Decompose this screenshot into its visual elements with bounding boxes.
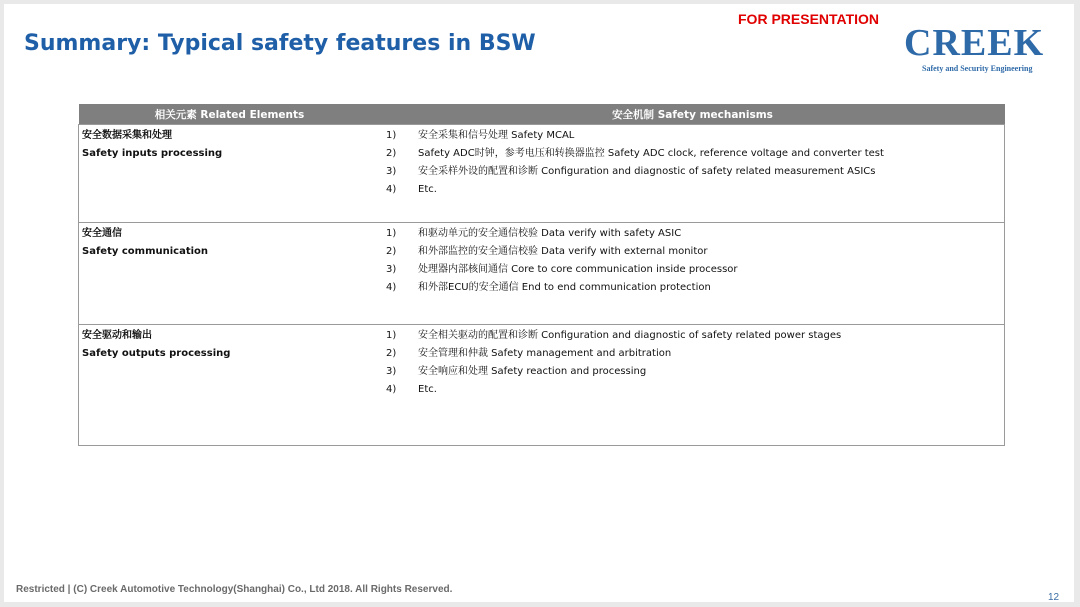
element-name-cn: 安全驱动和输出	[82, 330, 152, 341]
mechanism-number: 1)	[386, 228, 397, 239]
mechanism-text: 安全相关驱动的配置和诊断 Configuration and diagnostic of safety related power stages	[418, 330, 842, 341]
mechanism-number: 1)	[386, 330, 397, 341]
mechanism-text: Safety ADC时钟，参考电压和转换器监控 Safety ADC clock, reference voltage and converter test	[418, 148, 884, 159]
element-name-en: Safety communication	[82, 246, 209, 257]
mechanism-number: 4)	[386, 384, 397, 395]
header-related-elements: 相关元素 Related Elements	[79, 104, 381, 125]
mechanism-item	[82, 163, 1001, 181]
table-cell	[79, 223, 1005, 325]
element-name-en: Safety outputs processing	[82, 348, 231, 359]
header-safety-mechanisms: 安全机制 Safety mechanisms	[381, 104, 1005, 125]
mechanism-item	[82, 279, 1001, 297]
mechanism-text: 安全采样外设的配置和诊断 Configuration and diagnostic of safety related measurement ASICs	[418, 166, 876, 177]
table-cell	[79, 125, 1005, 223]
mechanism-item	[82, 261, 1001, 279]
page-number: 12	[1048, 592, 1060, 603]
mechanism-number: 4)	[386, 282, 397, 293]
slide-title: Summary: Typical safety features in BSW	[24, 31, 536, 56]
element-name-cn: 安全数据采集和处理	[82, 130, 172, 141]
table-cell	[79, 325, 1005, 446]
table-row	[79, 325, 1005, 446]
mechanism-item	[82, 363, 1001, 381]
creek-logo	[904, 24, 1052, 73]
mechanism-number: 3)	[386, 264, 397, 275]
mechanism-number: 2)	[386, 348, 397, 359]
logo-tagline: Safety and Security Engineering	[922, 64, 1033, 73]
presentation-tag: FOR PRESENTATION	[738, 11, 880, 27]
table-row	[79, 223, 1005, 325]
element-name-cn: 安全通信	[82, 228, 122, 239]
mechanism-item	[82, 243, 1001, 261]
mechanism-text: 和驱动单元的安全通信校验 Data verify with safety ASIC	[418, 228, 682, 239]
element-name-en: Safety inputs processing	[82, 148, 223, 159]
safety-features-table	[78, 104, 1005, 446]
mechanism-number: 3)	[386, 166, 397, 177]
mechanism-text: 处理器内部核间通信 Core to core communication inside processor	[418, 264, 738, 275]
mechanism-text: Etc.	[418, 384, 437, 395]
mechanism-number: 2)	[386, 148, 397, 159]
mechanism-item	[82, 225, 1001, 243]
mechanism-number: 4)	[386, 184, 397, 195]
mechanism-text: 和外部ECU的安全通信 End to end communication protection	[418, 282, 711, 293]
mechanism-number: 1)	[386, 130, 397, 141]
logo-wordmark: CREEK	[904, 22, 1045, 64]
mechanism-text: 安全采集和信号处理 Safety MCAL	[418, 130, 575, 141]
slide	[4, 4, 1074, 602]
mechanism-text: Etc.	[418, 184, 437, 195]
mechanism-text: 安全响应和处理 Safety reaction and processing	[418, 366, 647, 377]
table-header-row	[79, 104, 1005, 125]
mechanism-text: 和外部监控的安全通信校验 Data verify with external monitor	[418, 246, 708, 257]
mechanism-item	[82, 181, 1001, 199]
mechanism-number: 2)	[386, 246, 397, 257]
mechanism-number: 3)	[386, 366, 397, 377]
table-row	[79, 125, 1005, 223]
mechanism-item	[82, 381, 1001, 399]
footer-copyright: Restricted | (C) Creek Automotive Technology(Shanghai) Co., Ltd 2018. All Rights Reserved.	[16, 584, 453, 595]
mechanism-text: 安全管理和仲裁 Safety management and arbitration	[418, 348, 672, 359]
